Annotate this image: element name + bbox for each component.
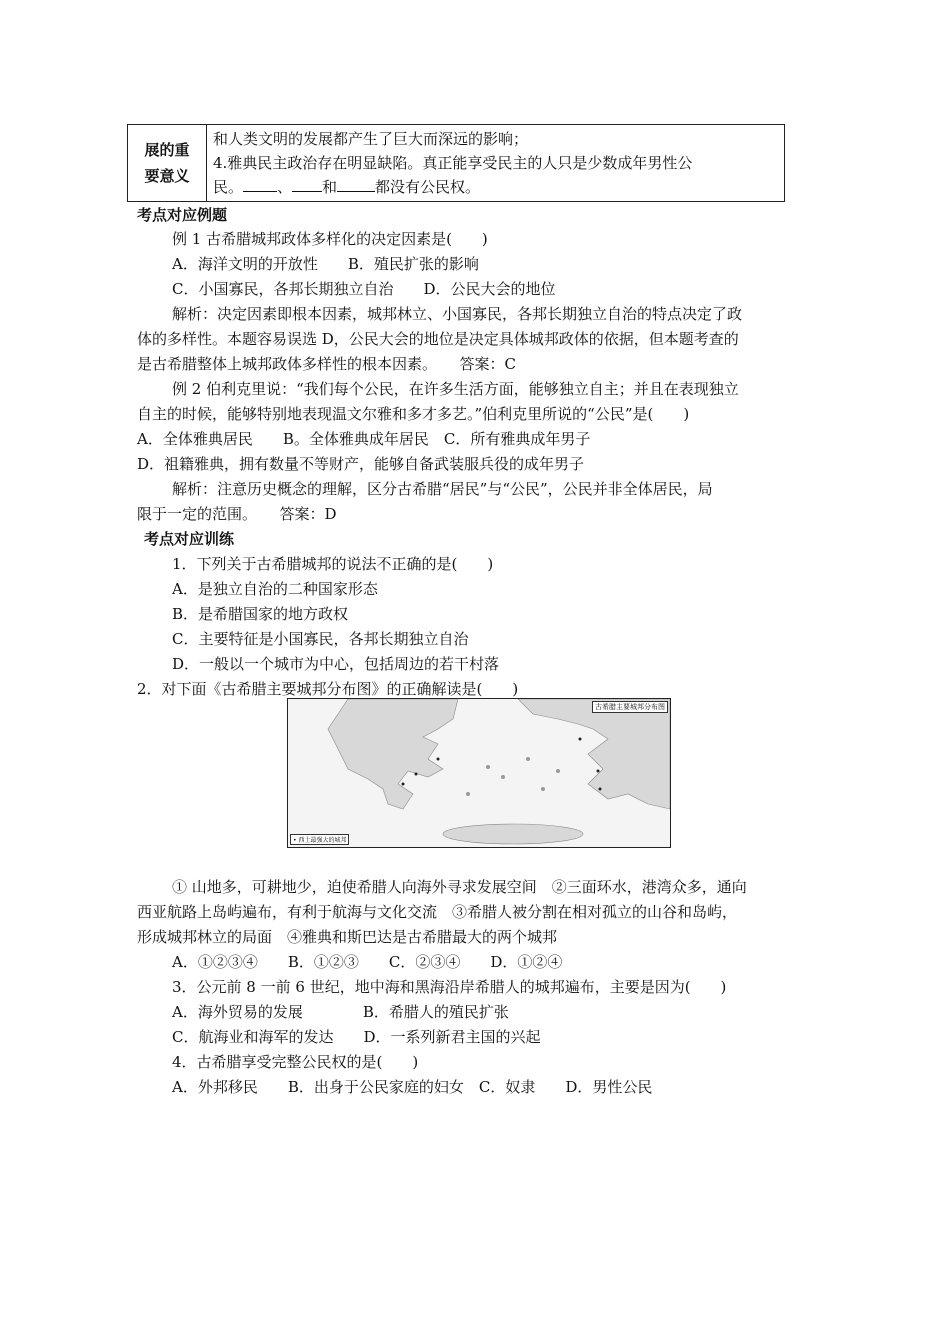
example-2-question-1: 例 2 伯利克里说：“我们每个公民，在许多生活方面，能够独立自主；并且在表现独立 [172,380,739,398]
table-line-3-end: 都没有公民权。 [375,178,481,196]
question-1: 1．下列关于古希腊城邦的说法不正确的是( ) [172,555,494,573]
table-line-3-start: 民。 [213,178,244,196]
example-2-analysis-1: 解析：注意历史概念的理解，区分古希腊“居民”与“公民”，公民并非全体居民，局 [172,480,713,498]
example-2-options-abc: A．全体雅典居民 B。全体雅典成年居民 C．所有雅典成年男子 [137,430,591,448]
question-4: 4．古希腊享受完整公民权的是( ) [172,1053,419,1071]
example-1-options-cd: C．小国寡民，各邦长期独立自治 D．公民大会的地位 [172,280,556,298]
example-2-question-2: 自主的时候，能够特别地表现温文尔雅和多才多艺。”伯利克里所说的“公民”是( ) [137,405,690,423]
question-1-option-d: D．一般以一个城市为中心，包括周边的若干村落 [172,655,500,673]
blank-1 [243,177,277,192]
table-header-label: 展的重要意义 [144,141,190,185]
section-title-training: 考点对应训练 [144,530,235,548]
question-3-options-ab: A．海外贸易的发展 B．希腊人的殖民扩张 [172,1003,509,1021]
section-title-examples: 考点对应例题 [137,206,228,224]
example-1-question: 例 1 古希腊城邦政体多样化的决定因素是( ) [172,230,488,248]
table-line-3-sep: 、 [277,178,293,196]
question-2-statement-1: ① 山地多，可耕地少，迫使希腊人向海外寻求发展空间 ②三面环水，港湾众多，通向 [172,878,747,896]
question-1-option-c: C．主要特征是小国寡民，各邦长期独立自治 [172,630,469,648]
question-1-option-a: A．是独立自治的二种国家形态 [172,580,378,598]
map-legend: • 西土最强大的城邦 [290,834,349,845]
question-2-statement-2: 西亚航路上岛屿遍布，有利于航海与文化交流 ③希腊人被分割在相对孤立的山谷和岛屿， [137,903,738,921]
table-header-cell [128,125,207,202]
question-3: 3．公元前 8 一前 6 世纪，地中海和黑海沿岸希腊人的城邦遍布，主要是因为( ) [172,978,727,996]
greek-city-states-map [287,698,671,848]
question-2: 2．对下面《古希腊主要城邦分布图》的正确解读是( ) [137,680,519,698]
question-2-statement-3: 形成城邦林立的局面 ④雅典和斯巴达是古希腊最大的两个城邦 [137,928,558,946]
table-line-3 [213,175,778,199]
blank-3 [337,177,375,192]
map-graphic [288,699,670,847]
blank-2 [292,177,322,192]
table-line-2: 4.雅典民主政治存在明显缺陷。真正能享受民主的人只是少数成年男性公 [213,154,693,172]
table-body-cell [207,125,785,202]
question-4-options: A．外邦移民 B．出身于公民家庭的妇女 C．奴隶 D．男性公民 [172,1078,653,1096]
question-1-option-b: B．是希腊国家的地方政权 [172,605,349,623]
question-2-options: A．①②③④ B．①②③ C．②③④ D．①②④ [172,953,563,971]
table-line-3-and: 和 [322,178,338,196]
example-1-analysis-1: 解析：决定因素即根本因素，城邦林立、小国寡民，各邦长期独立自治的特点决定了政 [172,305,743,323]
question-3-options-cd: C．航海业和海军的发达 D．一系列新君主国的兴起 [172,1028,541,1046]
example-1-options-ab: A．海洋文明的开放性 B．殖民扩张的影响 [172,255,479,273]
significance-table [127,124,785,202]
example-1-analysis-3: 是古希腊整体上城邦政体多样性的根本因素。 答案：C [137,355,516,373]
example-2-option-d: D．祖籍雅典，拥有数量不等财产，能够自备武装服兵役的成年男子 [137,455,585,473]
map-title: 古希腊主要城邦分布图 [592,701,668,713]
example-2-analysis-2: 限于一定的范围。 答案：D [137,505,337,523]
example-1-analysis-2: 体的多样性。本题容易误选 D，公民大会的地位是决定具体城邦政体的依据，但本题考查的 [137,330,739,348]
table-line-1: 和人类文明的发展都产生了巨大而深远的影响； [213,130,529,148]
